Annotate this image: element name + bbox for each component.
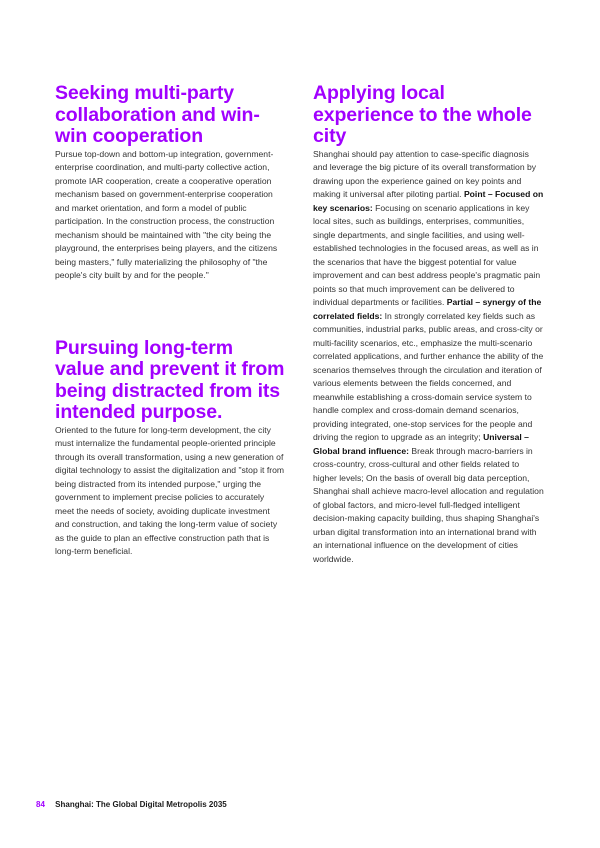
heading-collaboration: Seeking multi-party collaboration and win-win cooperation (55, 82, 260, 147)
bold-universal-label: Universal – Global brand influence: (313, 432, 529, 456)
bold-partial-label: Partial – synergy of the correlated fields: (313, 297, 542, 321)
bold-point-label: Point – Focused on key scenarios: (313, 189, 544, 213)
left-column (55, 83, 285, 559)
text-segment: Break through macro-barriers in cross-country, cross-cultural and other fields related to higher levels; On the basis of overall big data perception, Shanghai shall achieve macro-level allocation and regulation of global factors, and micro-level full-fledged intelligent decision-making capacity building, thus shaping Shanghai's urban digital transformation into an international brand with an international influence on the development of cities worldwide. (313, 445, 544, 564)
heading-local-experience: Applying local experience to the whole city (313, 82, 532, 147)
right-column (313, 83, 545, 566)
heading-long-term-value: Pursuing long-term value and prevent it from being distracted from its intended purpose. (55, 336, 285, 423)
paragraph-long-term-value: Oriented to the future for long-term development, the city must internalize the fundamental people-oriented principle through its overall transformation, using a new generation of digital technology to assist the digitalization and "stop it from being distracted from its intended purpose," urging the government to implement precise policies to accurately meet the needs of society, avoiding duplicate investment and construction, and taking the long-term value of society as the guide to plan an effective construction path that is long-term beneficial. (55, 424, 285, 556)
text-segment: Shanghai should pay attention to case-specific diagnosis and leverage the big picture of its overall transformation by drawing upon the experience gained on key points and making it universal after piloting partial. (313, 148, 537, 199)
paragraph-collaboration: Pursue top-down and bottom-up integration, government-enterprise coordination, and multi-party collective action, promote IAR cooperation, create a cooperative operation mechanism based on government-enterprise cooperation and market orientation, and form a model of public participation. In the construction process, the construction mechanism should be maintained with "the city being the playground, the enterprises being players, and the citizens being masters," fully materializing the philosophy of "the people's city built by and for the people." (55, 148, 278, 280)
paragraph-local-experience (313, 148, 545, 567)
page-number: 84 (36, 800, 45, 809)
text-segment: Focusing on scenario applications in key local sites, such as buildings, enterprises, communities, single departments, and single facilities, and using well-established technologies in the focused areas, as well as in the scenarios that have the biggest potential for value improvement and can best address people's pragmatic pain points so that much improvement can be delivered to individual departments or facilities. (313, 202, 541, 307)
document-title: Shanghai: The Global Digital Metropolis 2035 (55, 800, 227, 809)
page-footer (36, 800, 227, 809)
text-segment: In strongly correlated key fields such as communities, industrial parks, public areas, and cross-city or multi-facility scenarios, etc., emphasize the multi-scenario correlated applications, and further enhance the ability of the scenarios themselves through the circulation and iteration of various elements between the fields concerned, and meanwhile establishing a cross-domain service system to handle complex and cross-domain demand scenarios, providing integrated, one-stop services for the people and driving the region to upgrade as an integrity; (313, 310, 544, 442)
